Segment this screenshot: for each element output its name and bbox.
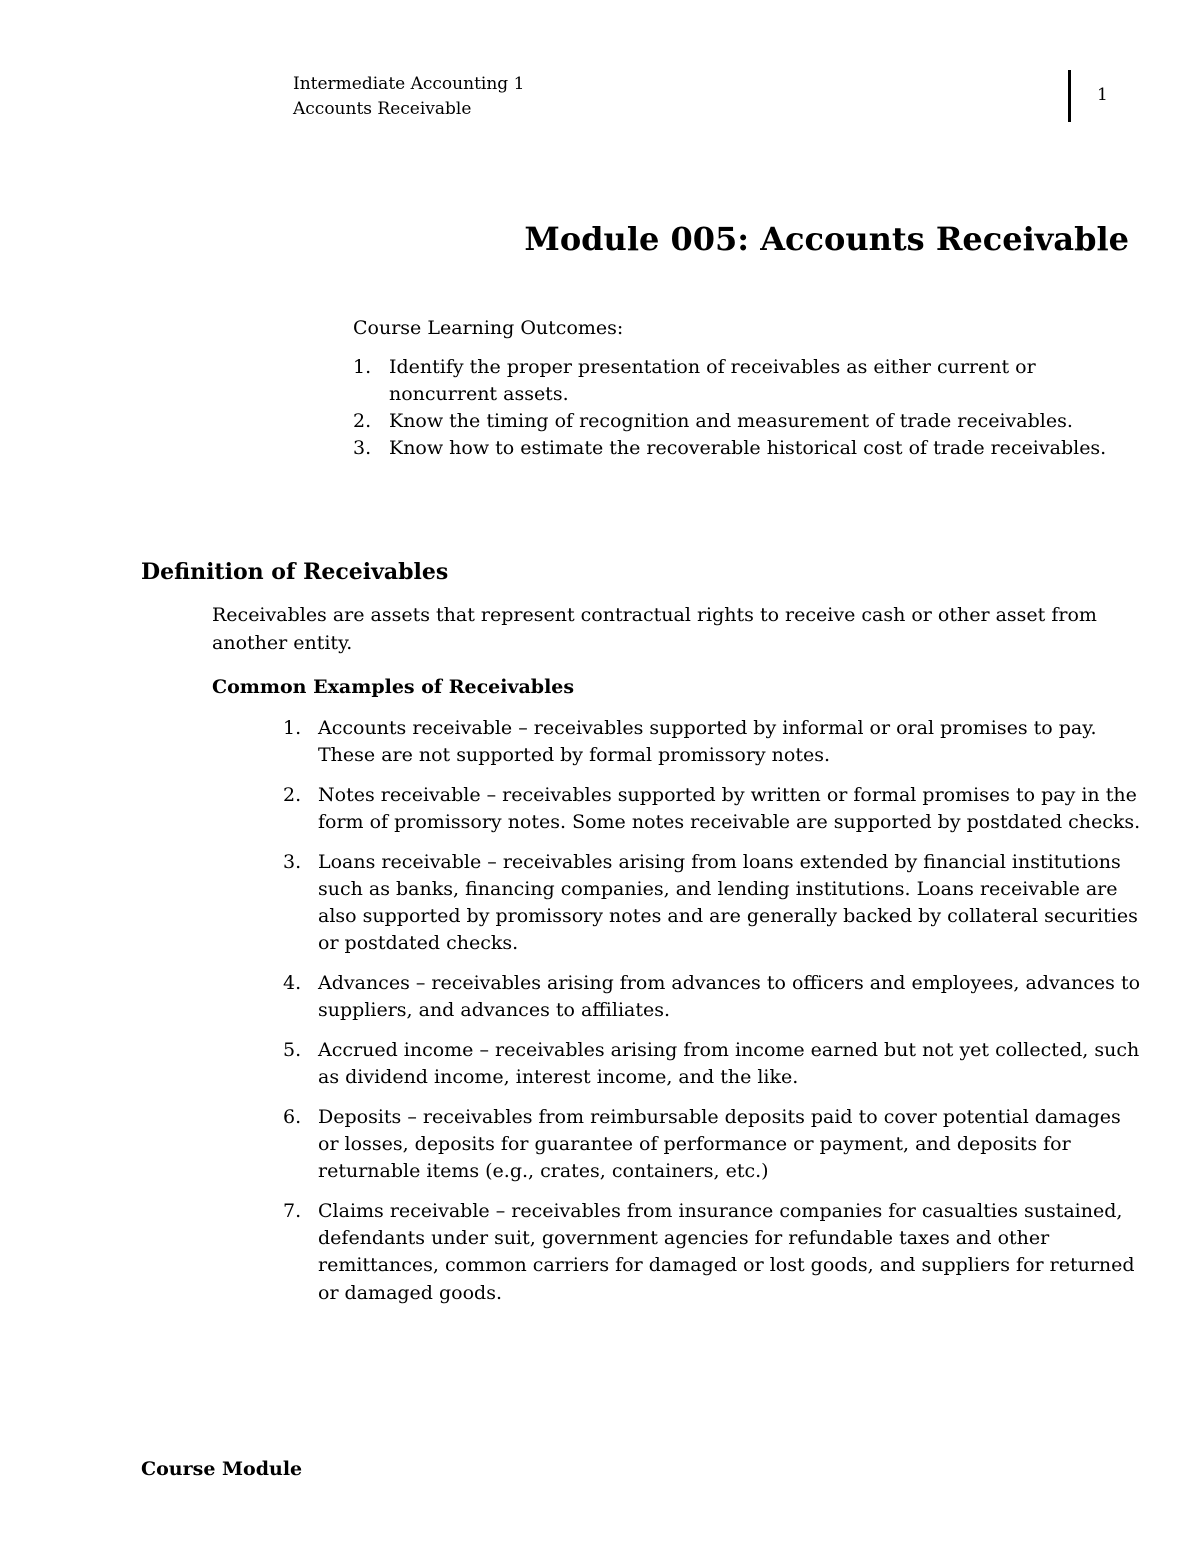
header-course: Intermediate Accounting 1 xyxy=(293,74,525,94)
outcome-text: Know how to estimate the recoverable historical cost of trade receivables. xyxy=(389,437,1107,459)
page-footer: Course Module xyxy=(141,1458,303,1480)
outcomes-list xyxy=(353,354,1143,462)
example-number: 4. xyxy=(283,972,302,995)
examples-list xyxy=(283,715,1143,1319)
example-item xyxy=(283,1104,1143,1186)
examples-heading: Common Examples of Receivables xyxy=(212,676,575,698)
example-text: Deposits – receivables from reimbursable deposits paid to cover potential damages or losses, deposits for guarantee of performance or payment, and deposits for returnable items (e.g., crates, containers, etc.) xyxy=(318,1105,1121,1183)
example-item xyxy=(283,1037,1143,1091)
example-item xyxy=(283,849,1143,958)
outcome-text: Identify the proper presentation of receivables as either current or noncurrent assets. xyxy=(389,356,1036,405)
example-text: Claims receivable – receivables from insurance companies for casualties sustained, defendants under suit, government agencies for refundable taxes and other remittances, common carriers for damaged or lost goods, and suppliers for returned or damaged goods. xyxy=(318,1200,1135,1304)
example-text: Loans receivable – receivables arising from loans extended by financial institutions such as banks, financing companies, and lending institutions. Loans receivable are also supported by promissory notes and are generally backed by collateral securities or postdated checks. xyxy=(318,850,1138,955)
outcome-number: 2. xyxy=(353,410,372,432)
example-number: 5. xyxy=(283,1039,302,1062)
example-item xyxy=(283,715,1143,769)
example-number: 1. xyxy=(283,717,302,739)
example-item xyxy=(283,782,1143,836)
outcome-item xyxy=(353,408,1143,435)
example-text: Advances – receivables arising from advances to officers and employees, advances to suppliers, and advances to affiliates. xyxy=(318,972,1141,1022)
outcome-item xyxy=(353,435,1143,462)
outcome-number: 1. xyxy=(353,356,372,378)
example-number: 2. xyxy=(283,783,302,806)
outcome-item xyxy=(353,354,1143,408)
page-number: 1 xyxy=(1097,85,1108,105)
outcome-number: 3. xyxy=(353,437,372,459)
example-item xyxy=(283,1198,1143,1307)
outcomes-label: Course Learning Outcomes: xyxy=(353,317,624,339)
module-title: Module 005: Accounts Receivable xyxy=(524,220,1129,258)
outcome-text: Know the timing of recognition and measurement of trade receivables. xyxy=(389,410,1073,432)
example-number: 6. xyxy=(283,1105,302,1128)
definition-heading: Definition of Receivables xyxy=(141,559,449,585)
example-number: 7. xyxy=(283,1200,302,1223)
example-number: 3. xyxy=(283,850,302,873)
header-divider xyxy=(1068,70,1071,122)
example-text: Notes receivable – receivables supported by written or formal promises to pay in the form of promissory notes. Some notes receivable are supported by postdated checks. xyxy=(318,783,1141,834)
header-topic: Accounts Receivable xyxy=(293,99,472,119)
example-text: Accrued income – receivables arising from income earned but not yet collected, such as dividend income, interest income, and the like. xyxy=(318,1039,1140,1089)
example-text: Accounts receivable – receivables supported by informal or oral promises to pay. These are not supported by formal promissory notes. xyxy=(318,717,1097,767)
page-header xyxy=(293,72,524,122)
definition-text: Receivables are assets that represent contractual rights to receive cash or other asset from another entity. xyxy=(212,604,1097,654)
example-item xyxy=(283,970,1143,1024)
learning-outcomes xyxy=(353,314,1143,462)
